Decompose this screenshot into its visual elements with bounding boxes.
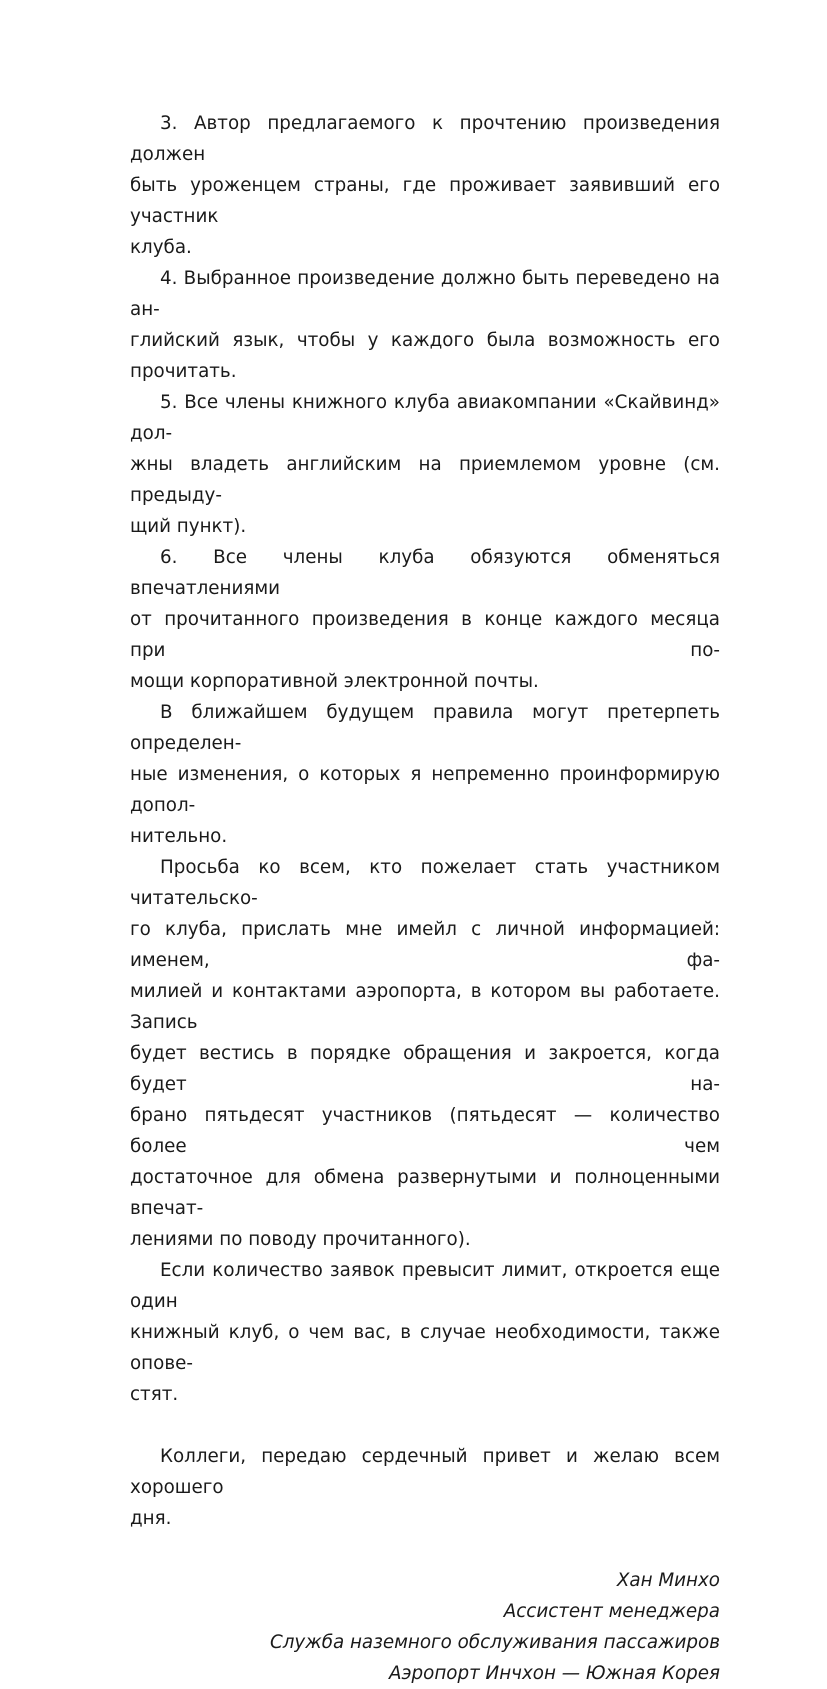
text-line: стят. bbox=[130, 1384, 179, 1405]
rule-6-paragraph bbox=[130, 542, 720, 697]
text-line: Если количество заявок превысит лимит, откроется еще один bbox=[130, 1260, 720, 1312]
text-line: книжный клуб, о чем вас, в случае необходимости, также опове- bbox=[130, 1322, 720, 1374]
closing-greeting bbox=[130, 1441, 720, 1534]
text-line: быть уроженцем страны, где проживает заявивший его участник bbox=[130, 175, 720, 227]
text-line: милией и контактами аэропорта, в котором вы работаете. Запись bbox=[130, 981, 720, 1033]
text-line: глийский язык, чтобы у каждого была возможность его прочитать. bbox=[130, 330, 720, 382]
rules-change-paragraph bbox=[130, 697, 720, 852]
signature-name: Хан Минхо bbox=[616, 1570, 720, 1591]
text-line: брано пятьдесят участников (пятьдесят — количество более чем bbox=[130, 1105, 720, 1157]
signature-block bbox=[130, 1565, 720, 1689]
rule-4-paragraph bbox=[130, 263, 720, 387]
text-line: от прочитанного произведения в конце каждого месяца при по- bbox=[130, 609, 720, 661]
signature-location: Аэропорт Инчхон — Южная Корея bbox=[389, 1663, 720, 1684]
rule-5-paragraph bbox=[130, 387, 720, 542]
signup-request-paragraph bbox=[130, 852, 720, 1255]
text-line: достаточное для обмена развернутыми и полноценными впечат- bbox=[130, 1167, 720, 1219]
text-line: нительно. bbox=[130, 826, 228, 847]
text-line: лениями по поводу прочитанного). bbox=[130, 1229, 471, 1250]
text-line: 5. Все члены книжного клуба авиакомпании «Скайвинд» дол- bbox=[130, 392, 720, 444]
rule-3-paragraph bbox=[130, 108, 720, 263]
text-line: 4. Выбранное произведение должно быть переведено на ан- bbox=[130, 268, 720, 320]
text-line: мощи корпоративной электронной почты. bbox=[130, 671, 539, 692]
text-line: Коллеги, передаю сердечный привет и желаю всем хорошего bbox=[130, 1446, 720, 1498]
signature-department: Служба наземного обслуживания пассажиров bbox=[269, 1632, 720, 1653]
document-page bbox=[130, 108, 720, 1689]
text-line: Просьба ко всем, кто пожелает стать участником читательско- bbox=[130, 857, 720, 909]
text-line: ные изменения, о которых я непременно проинформирую допол- bbox=[130, 764, 720, 816]
text-line: клуба. bbox=[130, 237, 192, 258]
signature-position: Ассистент менеджера bbox=[503, 1601, 720, 1622]
text-line: будет вестись в порядке обращения и закроется, когда будет на- bbox=[130, 1043, 720, 1095]
text-line: го клуба, прислать мне имейл с личной информацией: именем, фа- bbox=[130, 919, 720, 971]
text-line: жны владеть английским на приемлемом уровне (см. предыду- bbox=[130, 454, 720, 506]
limit-paragraph bbox=[130, 1255, 720, 1410]
text-line: В ближайшем будущем правила могут претерпеть определен- bbox=[130, 702, 720, 754]
text-line: дня. bbox=[130, 1508, 172, 1529]
text-line: 6. Все члены клуба обязуются обменяться впечатлениями bbox=[130, 547, 720, 599]
text-line: 3. Автор предлагаемого к прочтению произведения должен bbox=[130, 113, 720, 165]
text-line: щий пункт). bbox=[130, 516, 247, 537]
